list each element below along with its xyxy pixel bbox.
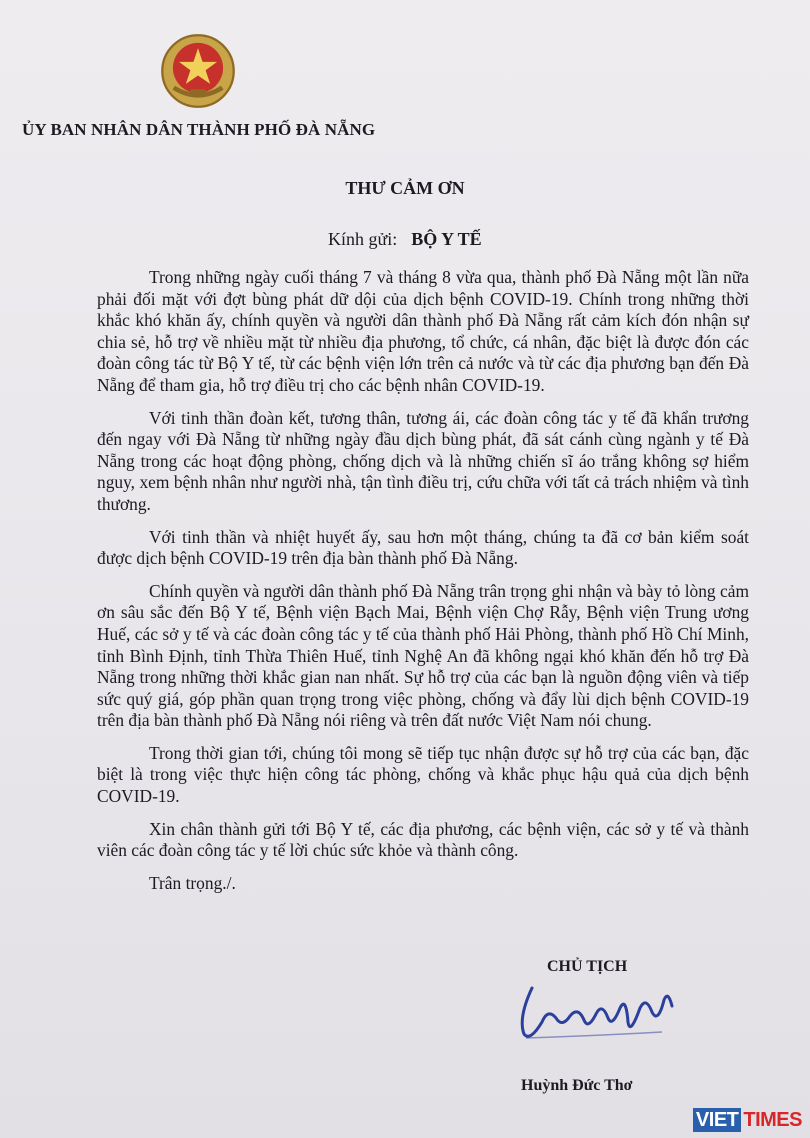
paragraph-6: Xin chân thành gửi tới Bộ Y tế, các địa phương, các bệnh viện, các sở y tế và thành viên các đoàn công tác y tế lời chúc sức khỏe và thành công. <box>97 818 749 861</box>
national-emblem-icon <box>160 33 236 109</box>
organization-header: ỦY BAN NHÂN DÂN THÀNH PHỐ ĐÀ NẴNG <box>22 120 376 139</box>
paragraph-4: Chính quyền và người dân thành phố Đà Nẵng trân trọng ghi nhận và bày tỏ lòng cảm ơn sâu sắc đến Bộ Y tế, Bệnh viện Bạch Mai, Bệnh viện Chợ Rẫy, Bệnh viện Trung ương Huế, các sở y tế và các đoàn công tác y tế của thành phố Hải Phòng, thành phố Hồ Chí Minh, tỉnh Bình Định, tỉnh Thừa Thiên Huế, tỉnh Nghệ An đã không ngại khó khăn đến hỗ trợ Đà Nẵng trong những thời khắc gian nan nhất. Sự hỗ trợ của các bạn là nguồn động viên và tiếp sức quý giá, góp phần quan trọng trong việc phòng, chống và đẩy lùi dịch bệnh COVID-19 trên địa bàn thành phố Đà Nẵng nói riêng và trên đất nước Việt Nam nói chung. <box>97 580 749 731</box>
watermark-times: TIMES <box>743 1109 802 1131</box>
recipient: BỘ Y TẾ <box>411 229 482 249</box>
signature-mark <box>512 978 702 1048</box>
signature-title: CHỦ TỊCH <box>547 958 628 975</box>
watermark-viet: VIET <box>693 1108 741 1132</box>
greeting-label: Kính gửi: <box>328 229 398 249</box>
letter-body <box>97 267 749 905</box>
letter-title: THƯ CẢM ƠN <box>345 178 465 198</box>
signer-name: Huỳnh Đức Thơ <box>521 1077 633 1094</box>
greeting-line <box>328 229 482 250</box>
closing: Trân trọng./. <box>149 872 236 893</box>
paragraph-3: Với tinh thần và nhiệt huyết ấy, sau hơn một tháng, chúng ta đã cơ bản kiểm soát được dịch bệnh COVID-19 trên địa bàn thành phố Đà Nẵng. <box>97 526 749 569</box>
paragraph-1: Trong những ngày cuối tháng 7 và tháng 8 vừa qua, thành phố Đà Nẵng một lần nữa phải đối mặt với đợt bùng phát dữ dội của dịch bệnh COVID-19. Chính trong những thời khắc khó khăn ấy, chính quyền và người dân thành phố Đà Nẵng rất cảm kích đón nhận sự chia sẻ, hỗ trợ về nhiều mặt từ nhiều địa phương, tổ chức, cá nhân, đặc biệt là được đón các đoàn công tác từ Bộ Y tế, từ các bệnh viện lớn trên cả nước và từ các địa phương bạn đến Đà Nẵng để tham gia, hỗ trợ điều trị cho các bệnh nhân COVID-19. <box>97 267 749 395</box>
viettimes-watermark <box>693 1104 802 1132</box>
paragraph-5: Trong thời gian tới, chúng tôi mong sẽ tiếp tục nhận được sự hỗ trợ của các bạn, đặc biệt là trong việc thực hiện công tác phòng, chống và khắc phục hậu quả của dịch bệnh COVID-19. <box>97 742 749 807</box>
paragraph-2: Với tinh thần đoàn kết, tương thân, tương ái, các đoàn công tác y tế đã khẩn trương đến ngay với Đà Nẵng từ những ngày đầu dịch bùng phát, đã sát cánh cùng ngành y tế Đà Nẵng trong các hoạt động phòng, chống dịch và là những chiến sĩ áo trắng không sợ hiểm nguy, xem bệnh nhân như người nhà, tận tình điều trị, cứu chữa với tất cả trách nhiệm và tình thương. <box>97 407 749 514</box>
